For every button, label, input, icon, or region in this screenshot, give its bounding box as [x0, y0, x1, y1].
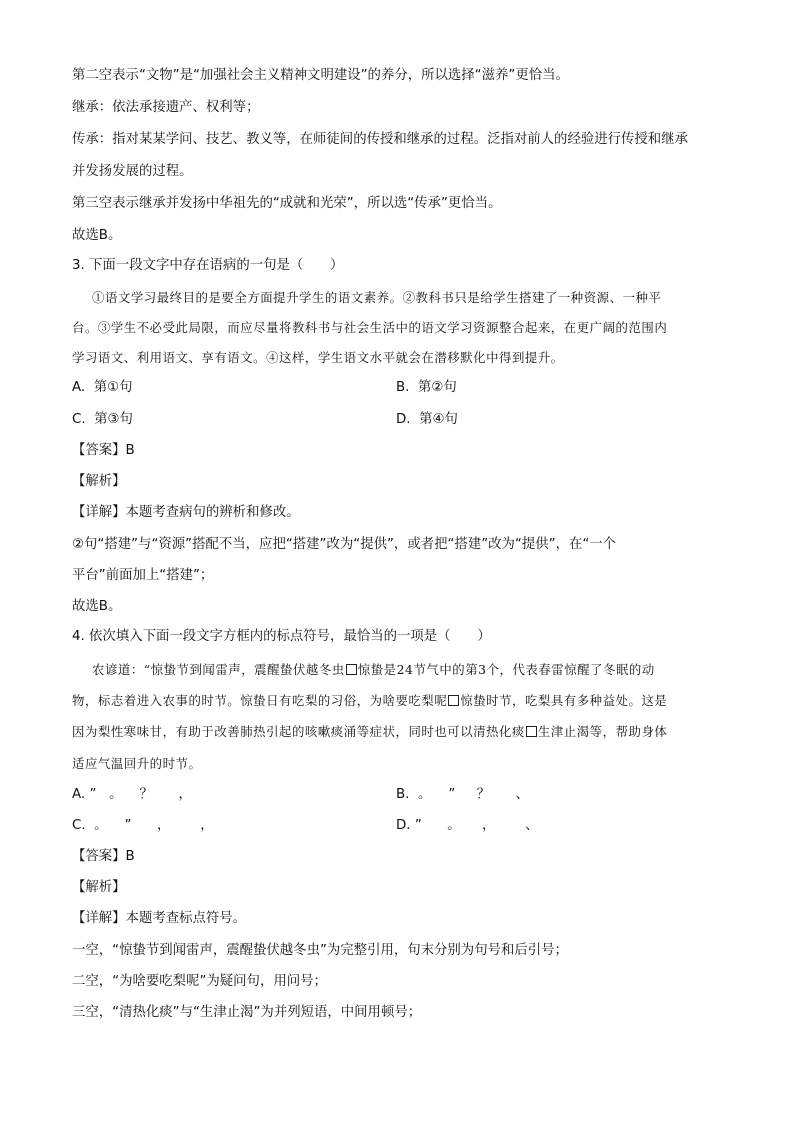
option-b: B. 第②句	[396, 380, 457, 395]
explanation-line: 一空，“惊蛰节到闻雷声，震醒蛰伏越冬虫”为完整引用，句末分别为句号和后引号；	[72, 943, 568, 958]
explanation-line: 二空，“为啥要吃梨呢”为疑问句，用问号；	[72, 974, 327, 989]
explanation-line: ②句“搭建”与“资源”搭配不当，应把“搭建”改为“提供”，或者把“搭建”改为“提供”，在“一个	[72, 537, 617, 552]
passage-line: 适应气温回升的时节。	[72, 756, 202, 771]
passage-line: 学习语文、利用语文、享有语文。④这样，学生语文水平就会在潜移默化中得到提升。	[72, 350, 564, 365]
analysis-label: 【解析】	[72, 880, 126, 895]
option-c: C. 。 ” ， ，	[72, 818, 214, 833]
conclusion-line: 故选B。	[72, 599, 122, 614]
blank-box	[448, 695, 459, 706]
question-4-stem: 4. 依次填入下面一段文字方框内的标点符号，最恰当的一项是（ ）	[72, 629, 491, 644]
blank-box	[526, 726, 537, 737]
explanation-line: 三空，“清热化痰”与“生津止渴”为并列短语，中间用顿号；	[72, 1005, 422, 1020]
option-d: D. ” 。 ， 、	[396, 818, 539, 833]
option-c: C. 第③句	[72, 412, 133, 427]
passage-line: ①语文学习最终目的是要全方面提升学生的语文素养。②教科书只是给学生搭建了一种资源、一种平	[92, 290, 662, 305]
passage-line: 农谚道：“惊蛰节到闻雷声，震醒蛰伏越冬虫 惊蛰是24节气中的第3个，代表春雷惊醒了冬眠的动	[92, 662, 655, 677]
option-a: A. 第①句	[72, 380, 133, 395]
text-line: 第三空表示继承并发扬中华祖先的“成就和光荣”，所以选“传承”更恰当。	[72, 196, 502, 211]
text-line: 并发扬发展的过程。	[72, 164, 193, 179]
option-b: B. 。 ” ？ 、	[396, 787, 529, 802]
passage-line: 因为梨性寒味甘，有助于改善肺热引起的咳嗽痰涌等症状，同时也可以清热化痰 生津止渴等，帮助身体	[72, 724, 668, 739]
blank-box	[346, 664, 357, 675]
answer-label: 【答案】B	[72, 443, 135, 458]
option-d: D. 第④句	[396, 412, 458, 427]
passage-line: 物，标志着进入农事的时节。惊蛰日有吃梨的习俗，为啥要吃梨呢 惊蛰时节，吃梨具有多种益处。这是	[72, 693, 668, 708]
passage-line: 台。③学生不必受此局限，而应尽量将教科书与社会生活中的语文学习资源整合起来，在更广阔的范围内	[72, 320, 668, 335]
answer-label: 【答案】B	[72, 849, 135, 864]
analysis-label: 【解析】	[72, 474, 126, 489]
detail-line: 【详解】本题考查标点符号。	[72, 911, 247, 926]
text-line: 故选B。	[72, 228, 122, 243]
detail-line: 【详解】本题考查病句的辨析和修改。	[72, 505, 300, 520]
question-3-stem: 3. 下面一段文字中存在语病的一句是（ ）	[72, 258, 344, 273]
explanation-line: 平台”前面加上“搭建”；	[72, 568, 214, 583]
text-line: 继承：依法承接遗产、权利等；	[72, 100, 260, 115]
text-line: 传承：指对某某学问、技艺、教义等，在师徒间的传授和继承的过程。泛指对前人的经验进行传授和继承	[72, 132, 688, 147]
option-a: A. ” 。 ？ ，	[72, 787, 192, 802]
text-line: 第二空表示“文物”是“加强社会主义精神文明建设”的养分，所以选择“滋养”更恰当。	[72, 68, 569, 83]
